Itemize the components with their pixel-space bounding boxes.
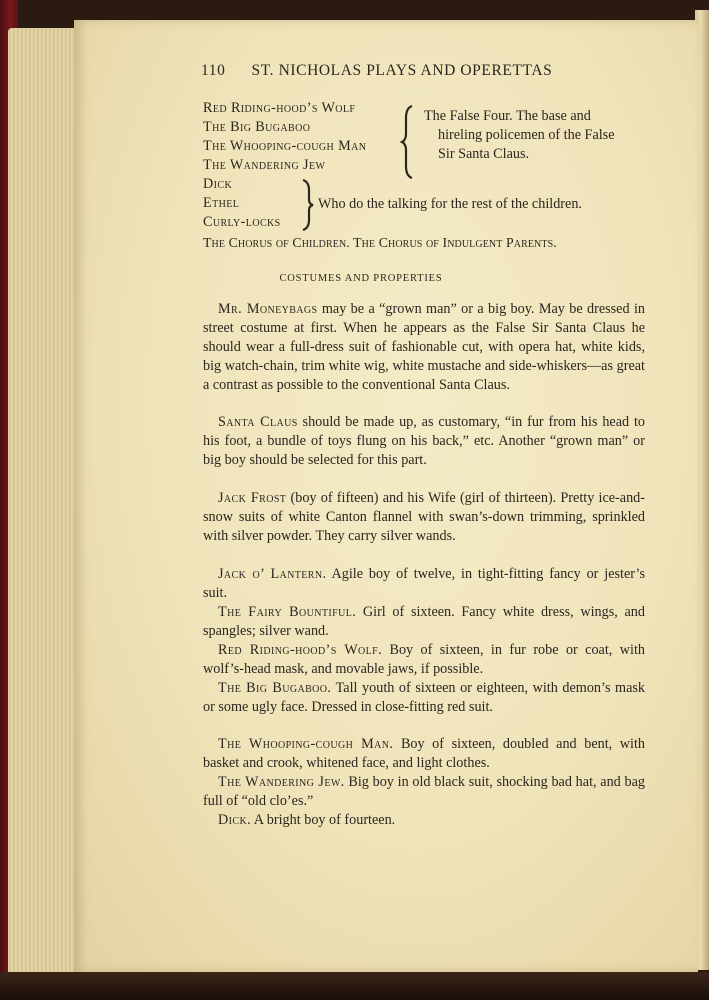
cast-name: Curly-locks <box>203 214 281 230</box>
paragraph-lead: Mr. Moneybags <box>218 301 318 317</box>
costume-paragraph <box>203 413 645 470</box>
paragraph-lead: Jack o’ Lantern. <box>218 566 327 582</box>
costume-paragraph <box>203 300 645 395</box>
cast-name: The Wandering Jew <box>203 157 326 173</box>
paragraph-lead: The Whooping-cough Man. <box>218 736 394 752</box>
paragraph-lead: Red Riding-hood’s Wolf. <box>218 642 383 658</box>
running-title: ST. NICHOLAS PLAYS AND OPERETTAS <box>251 62 553 79</box>
page-number: 110 <box>201 62 226 79</box>
paragraph-lead: Jack Frost <box>218 490 287 506</box>
curly-brace-false-four <box>400 104 418 180</box>
children-description: Who do the talking for the rest of the children. <box>318 196 582 212</box>
cast-name: The Big Bugaboo <box>203 119 311 135</box>
paragraph-lead: The Big Bugaboo. <box>218 680 332 696</box>
paragraph-lead: The Wandering Jew. <box>218 774 345 790</box>
false-four-description: The False Four. The base and <box>424 108 591 124</box>
curly-brace-children <box>300 178 316 232</box>
costume-paragraph <box>203 641 645 679</box>
costume-paragraph <box>203 603 645 641</box>
cast-name: The Whooping-cough Man <box>203 138 367 154</box>
paragraph-text: Agile boy of twelve, in tight-fitting fancy or jester’s suit. <box>203 566 645 602</box>
paragraph-text: Boy of sixteen, doubled and bent, with basket and crook, whitened face, and light clothes. <box>203 736 646 772</box>
paragraph-lead: Santa Claus <box>218 414 298 430</box>
cast-name: Ethel <box>203 195 240 211</box>
paragraph-text: should be made up, as customary, “in fur from his head to his foot, a bundle of toys flung on his back,” etc. Another “grown man” or big boy should be selected for this part. <box>203 414 645 469</box>
paragraph-lead: The Fairy Bountiful. <box>218 604 357 620</box>
false-four-description: hireling policemen of the False <box>438 127 615 143</box>
paragraph-text: (boy of fifteen) and his Wife (girl of thirteen). Pretty ice-and-snow suits of white Canton flannel with swan’s-down trimming, sprinkled with silver powder. They carry silver wands. <box>203 490 645 545</box>
paragraph-text: Boy of sixteen, in fur robe or coat, with wolf’s-head mask, and movable jaws, if possible. <box>203 642 645 678</box>
false-four-description: Sir Santa Claus. <box>438 146 530 162</box>
cast-name: Dick <box>203 176 233 192</box>
paragraph-text: Girl of sixteen. Fancy white dress, wings, and spangles; silver wand. <box>203 604 645 640</box>
costume-paragraph <box>203 565 645 603</box>
bottom-shadow <box>0 972 709 1000</box>
paragraph-text: Tall youth of sixteen or eighteen, with demon’s mask or some ugly face. Dressed in close-fitting red suit. <box>203 680 645 716</box>
costume-paragraph <box>203 489 645 546</box>
section-title: COSTUMES AND PROPERTIES <box>279 273 443 284</box>
cast-name: Red Riding-hood’s Wolf <box>203 100 356 116</box>
paragraph-text: Big boy in old black suit, shocking bad hat, and bag full of “old clo’es.” <box>203 774 645 810</box>
paragraph-text: A bright boy of fourteen. <box>251 812 396 828</box>
paragraph-text: may be a “grown man” or a big boy. May be dressed in street costume at first. When he appears as the False Sir Santa Claus he should wear a full-dress suit of fashionable cut, with opera hat, white kids, big watch-chain, trim white wig, white mustache and side-whiskers—as great a contrast as possible to the conventional Santa Claus. <box>203 301 645 394</box>
choruses-line: The Chorus of Children. The Chorus of Indulgent Parents. <box>203 235 557 250</box>
paragraph-lead: Dick. <box>218 812 252 828</box>
costume-paragraph <box>203 735 645 773</box>
costume-paragraph <box>203 679 645 717</box>
costume-paragraph <box>203 811 645 830</box>
costume-paragraph <box>203 773 645 811</box>
running-header <box>201 62 601 80</box>
